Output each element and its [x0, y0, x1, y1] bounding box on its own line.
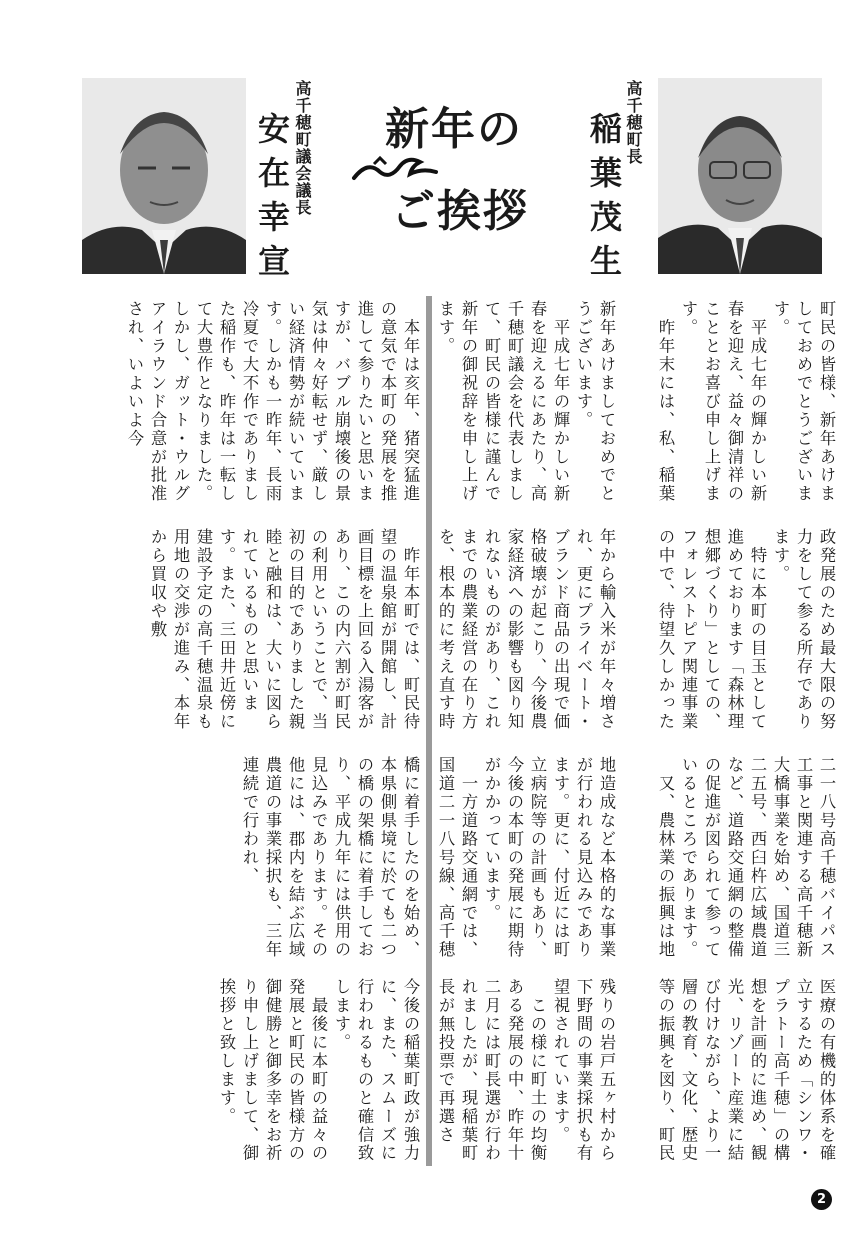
chairman-portrait-photo — [82, 78, 246, 274]
chairman-name: 安在幸宣 — [253, 112, 291, 288]
column-divider — [426, 296, 432, 1166]
chairman-message-block: 新年あけましておめでとうございます。 平成七年の輝かしい新春を迎えるにあたり、高千穂町議会を代表しまして、町民の皆様に謹んで新年の御祝辞を申し上げます。 — [436, 300, 616, 504]
mayor-message-block: 政発展のため最大限の努力をして参る所存であります。 特に本町の目玉として進めております「森林理想郷づくり」としての、フォレストピア関連事業の中で、待望久しかった — [656, 528, 836, 732]
page-number-badge: 2 — [811, 1189, 832, 1210]
wave-ornament-icon — [350, 150, 440, 186]
chairman-message-block: 今後の稲葉町政が強力に、また、スムーズに行われるものと確信致します。 最後に本町の益々の発展と町民の皆様方の御健勝と御多幸をお祈り申し上げまして、御挨拶と致します。 — [217, 978, 420, 1163]
chairman-role-label: 高千穂町議会議長 — [293, 80, 312, 216]
mayor-message-block: 医療の有機的体系を確立するため「シンワ・プラトー高千穂」の構想を計画的に進め、観光、リゾート産業に結び付けながら、より一層の教育、文化、歴史等の振興を図り、町民 — [656, 978, 836, 1163]
chairman-message-block: 昨年本町では、町民待望の温泉館が開館し、計画目標を上回る入湯客があり、この内六割が町民の利用ということで、当初の目的でありました親睦と融和は、大いに図られているものと思います。また、三田井近傍に建設予定の高千穂温泉も用地の交渉が進み、本年から買収や敷 — [148, 528, 420, 732]
mayor-name: 稲葉茂生 — [585, 112, 623, 288]
greeting-title-line2: ご挨拶 — [391, 186, 529, 237]
chairman-message-block: 本年は亥年、猪突猛進の意気で本町の発展を推進して参りたいと思いますが、バブル崩壊後の景気は仲々好転せず、厳しい経済情勢が続いています。しかも一昨年、長雨冷夏で大不作でありました稲作も、昨年は一転して大豊作となりました。しかし、ガット・ウルグアイラウンド合意が批准され、いよいよ今 — [125, 300, 420, 504]
greeting-title-line1: 新年の — [385, 104, 523, 155]
chairman-message-block: 年から輸入米が年々増され、更にプライベート・ブランド商品の出現で価格破壊が起こり、今後農家経済への影響も図り知れないものがあり、これまでの農業経営の在り方を、根本的に考え直す時 — [436, 528, 616, 732]
chairman-message-block: 橋に着手したのを始め、本県側県境に於ても二つの橋の架橋に着手しており、平成九年には供用の見込みであります。その他には、郡内を結ぶ広域農道の事業採択も、三年連続で行われ、 — [240, 756, 420, 960]
mayor-message-block: 町民の皆様、新年あけましておめでとうございます。 平成七年の輝かしい新春を迎え、益々御清祥のこととお喜び申し上げます。 昨年末には、私、稲葉 — [656, 300, 836, 504]
mayor-portrait-photo — [658, 78, 822, 274]
chairman-message-block: 残りの岩戸五ヶ村から下野間の事業採択も有望視されています。 この様に町土の均衡ある発展の中、昨年十二月には町長選が行われましたが、現稲葉町長が無投票で再選さ — [436, 978, 616, 1163]
chairman-message-block: 地造成など本格的な事業が行われる見込みであります。更に、付近には町立病院等の計画もあり、今後の本町の発展に期待がかかっています。 一方道路交通網では、国道二一八号線、高千穂 — [436, 756, 616, 960]
mayor-message-block: 二一八号高千穂バイパス工事と関連する高千穂新大橋事業を始め、国道三二五号、西臼杵広域農道など、道路交通網の整備の促進が図られて参っているところであります。 又、農林業の振興は地 — [656, 756, 836, 960]
mayor-role-label: 高千穂町長 — [624, 80, 643, 165]
